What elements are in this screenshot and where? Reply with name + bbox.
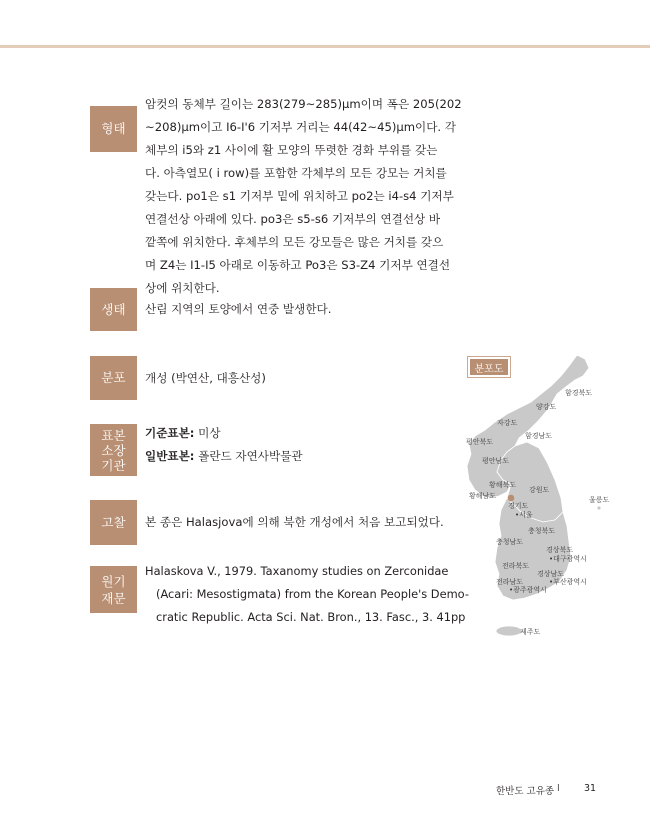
text-line: 며 Z4는 I1-I5 아래로 이동하고 Po3은 S3-Z4 기저부 연결선 (145, 258, 451, 272)
general-specimen-line (145, 445, 303, 468)
reference-line: (Acari: Mesostigmata) from the Korean People's Demo- (156, 587, 469, 601)
footer-separator: I (557, 783, 560, 794)
section-label-morphology (90, 106, 137, 152)
text-line: 다. 아측열모( i row)를 포함한 각체부의 모든 강모는 거치를 (145, 166, 447, 180)
type-specimen-line (145, 422, 303, 445)
section-label-original-description (90, 566, 137, 613)
label-text: 재문 (101, 590, 126, 606)
label-text: 형태 (101, 121, 126, 136)
reference-line: cratic Republic. Acta Sci. Nat. Bron., 13. Fasc., 3. 41pp (156, 610, 466, 624)
footer-book-title: 한반도 고유종 (496, 786, 555, 797)
ecology-text (145, 298, 331, 321)
map-label: •서울 (515, 511, 533, 519)
map-label: 함경남도 (525, 432, 553, 440)
map-label: •부산광역시 (549, 578, 587, 586)
text-line: 본 종은 Halasjova에 의해 북한 개성에서 처음 보고되었다. (145, 515, 444, 529)
section-label-ecology (90, 288, 137, 331)
map-label: 자강도 (497, 419, 518, 427)
map-label: 울릉도 (589, 496, 610, 504)
specimen-text (145, 422, 303, 468)
section-label-specimen-repository (90, 424, 137, 476)
text-line: 갖는다. po1은 s1 기저부 밑에 위치하고 po2는 i4-s4 기저부 (145, 189, 454, 203)
map-label: 경기도 (508, 502, 529, 510)
text-line: 깥쪽에 위치한다. 후체부의 모든 강모들은 많은 거치를 갖으 (145, 235, 444, 249)
text-line: 상에 위치한다. (145, 281, 220, 295)
collection-site-dot (508, 495, 515, 502)
map-label: 강원도 (529, 486, 550, 494)
map-ulleungdo (597, 506, 601, 510)
label-text: 표본 (101, 427, 126, 443)
map-label: •대구광역시 (549, 555, 587, 563)
label-text: 소장 (101, 442, 126, 458)
label-text: 원기 (101, 573, 126, 589)
type-specimen-value: 미상 (194, 426, 221, 440)
reference-line: Halaskova V., 1979. Taxanomy studies on Zerconidae (145, 564, 449, 578)
page-number: 31 (584, 783, 597, 794)
map-label: 충청남도 (496, 538, 524, 546)
map-label: 경상남도 (537, 570, 565, 578)
text-line: ∼208)μm이고 I6-I'6 기저부 거리는 44(42∼45)μm이다. 각 (145, 120, 456, 134)
text-line: 개성 (박연산, 대흥산성) (145, 371, 266, 385)
map-label: 전라북도 (502, 562, 530, 570)
original-description-text (145, 560, 469, 629)
label-text: 분포 (101, 370, 126, 385)
remarks-text (145, 511, 444, 534)
text-line: 연결선상 아래에 있다. po3은 s5-s6 기저부의 연결선상 바 (145, 212, 441, 226)
text-line: 체부의 i5와 z1 사이에 활 모양의 뚜렷한 경화 부위를 갖는 (145, 143, 438, 157)
map-label: 제주도 (520, 628, 541, 636)
type-specimen-term: 기준표본: (145, 426, 195, 440)
header-rule (0, 45, 650, 48)
general-specimen-value: 폴란드 자연사박물관 (194, 449, 303, 463)
map-tag: 분포도 (470, 359, 508, 375)
section-label-distribution (90, 356, 137, 400)
map-label: 황해남도 (469, 492, 497, 500)
map-label: 전라남도 (496, 578, 524, 586)
map-label: 양강도 (536, 403, 557, 411)
morphology-text (145, 93, 462, 300)
distribution-text (145, 367, 266, 390)
label-text: 기관 (101, 457, 126, 473)
map-label: 평안북도 (466, 438, 494, 446)
map-label: 평안남도 (482, 457, 510, 465)
general-specimen-term: 일반표본: (145, 449, 195, 463)
map-label: 황해북도 (489, 481, 517, 489)
map-label: 충청북도 (528, 527, 556, 535)
label-text: 생태 (101, 301, 126, 317)
map-label: 함경북도 (565, 389, 593, 397)
map-jeju (496, 626, 522, 636)
map-label: •광주광역시 (509, 586, 547, 594)
text-line: 암컷의 동체부 길이는 283(279∼285)μm이며 폭은 205(202 (145, 97, 462, 111)
map-label: 경상북도 (546, 546, 574, 554)
section-label-remarks (90, 500, 137, 545)
text-line: 산림 지역의 토양에서 연중 발생한다. (145, 302, 332, 316)
label-text: 고찰 (101, 514, 126, 530)
